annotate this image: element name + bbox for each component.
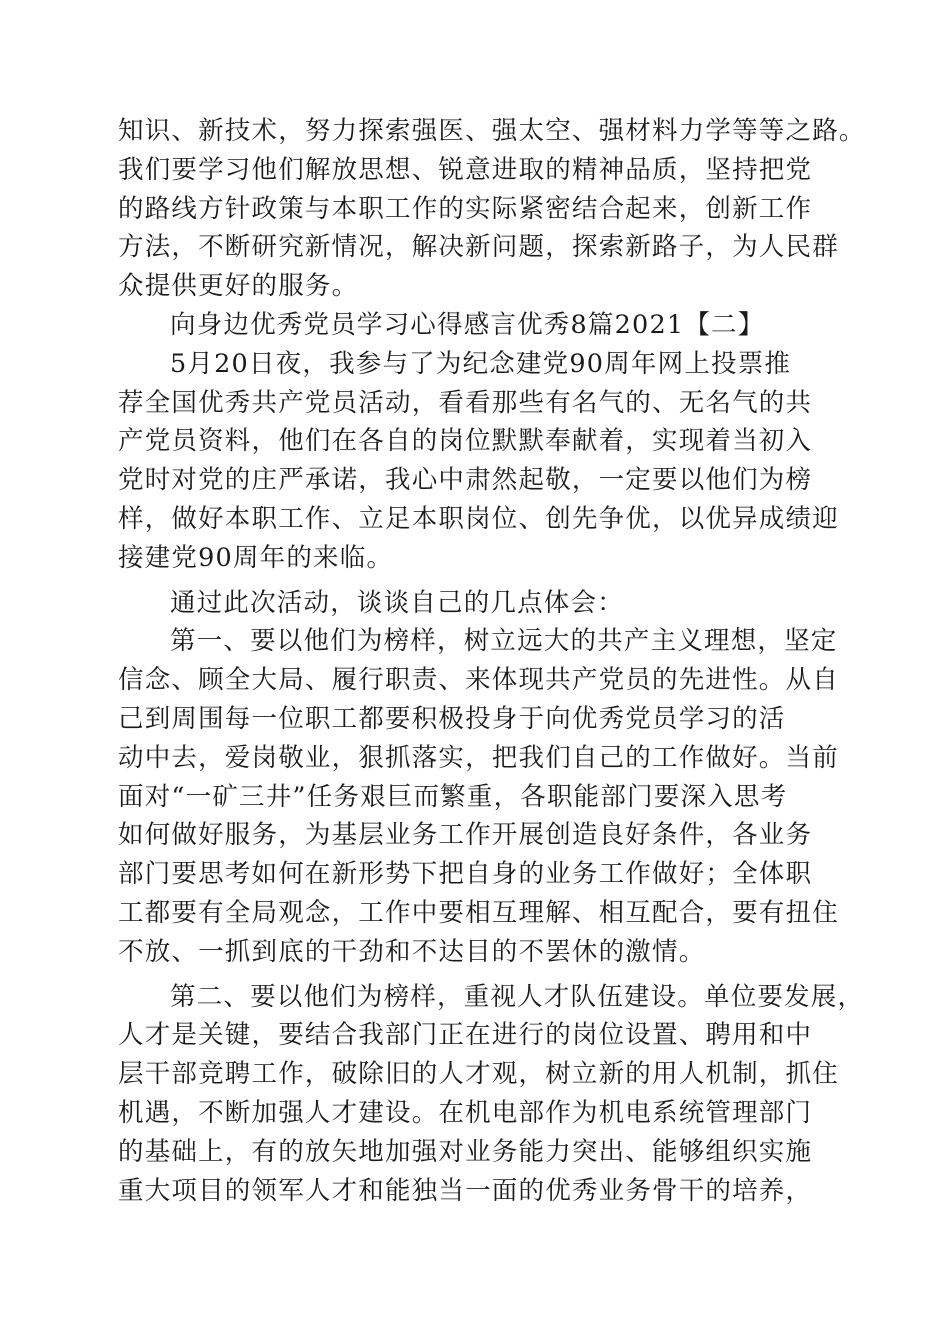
paragraph-start: 第二、要以他们为榜样，重视人才队伍建设。单位要发展， <box>170 981 865 1012</box>
text-line: 人才是关键，要结合我部门正在进行的岗位设置、聘用和中 <box>118 1020 813 1051</box>
text-line: 方法，不断研究新情况，解决新问题，探索新路子，为人民群 <box>118 232 839 263</box>
text-line: 的路线方针政策与本职工作的实际紧密结合起来，创新工作 <box>118 193 813 224</box>
text-line: 我们要学习他们解放思想、锐意进取的精神品质，坚持把党 <box>118 154 813 185</box>
section-heading: 向身边优秀党员学习心得感言优秀8篇2021【二】 <box>170 309 765 340</box>
text-line: 不放、一抓到底的干劲和不达目的不罢休的激情。 <box>118 936 706 967</box>
text-line: 如何做好服务，为基层业务工作开展创造良好条件，各业务 <box>118 820 813 851</box>
text-line: 工都要有全局观念，工作中要相互理解、相互配合，要有扭住 <box>118 897 839 928</box>
text-line: 荐全国优秀共产党员活动，看看那些有名气的、无名气的共 <box>118 387 813 418</box>
text-line: 接建党90周年的来临。 <box>118 542 394 573</box>
text-line: 己到周围每一位职工都要积极投身于向优秀党员学习的活 <box>118 703 786 734</box>
text-line: 众提供更好的服务。 <box>118 271 359 302</box>
paragraph-start: 第一、要以他们为榜样，树立远大的共产主义理想，坚定 <box>170 626 838 657</box>
text-line: 动中去，爱岗敬业，狠抓落实，把我们自己的工作做好。当前 <box>118 742 839 773</box>
text-line: 样，做好本职工作、立足本职岗位、创先争优，以优异成绩迎 <box>118 503 839 534</box>
text-line: 知识、新技术，努力探索强医、强太空、强材料力学等等之路。 <box>118 116 866 146</box>
text-line: 党时对党的庄严承诺，我心中肃然起敬，一定要以他们为榜 <box>118 465 813 496</box>
text-line: 部门要思考如何在新形势下把自身的业务工作做好；全体职 <box>118 859 813 890</box>
text-line: 产党员资料，他们在各自的岗位默默奉献着，实现着当初入 <box>118 426 813 457</box>
text-line: 信念、顾全大局、履行职责、来体现共产党员的先进性。从自 <box>118 665 839 696</box>
paragraph-start: 通过此次活动，谈谈自己的几点体会： <box>170 587 624 618</box>
text-line: 面对“一矿三井”任务艰巨而繁重，各职能部门要深入思考 <box>118 781 788 812</box>
text-line: 层干部竞聘工作，破除旧的人才观，树立新的用人机制，抓住 <box>118 1059 839 1090</box>
text-line: 的基础上，有的放矢地加强对业务能力突出、能够组织实施 <box>118 1136 813 1167</box>
text-line: 机遇，不断加强人才建设。在机电部作为机电系统管理部门 <box>118 1097 813 1128</box>
text-line: 重大项目的领军人才和能独当一面的优秀业务骨干的培养， <box>118 1175 813 1206</box>
document-body <box>118 112 866 1210</box>
paragraph-start: 5月20日夜，我参与了为纪念建党90周年网上投票推 <box>170 348 792 379</box>
